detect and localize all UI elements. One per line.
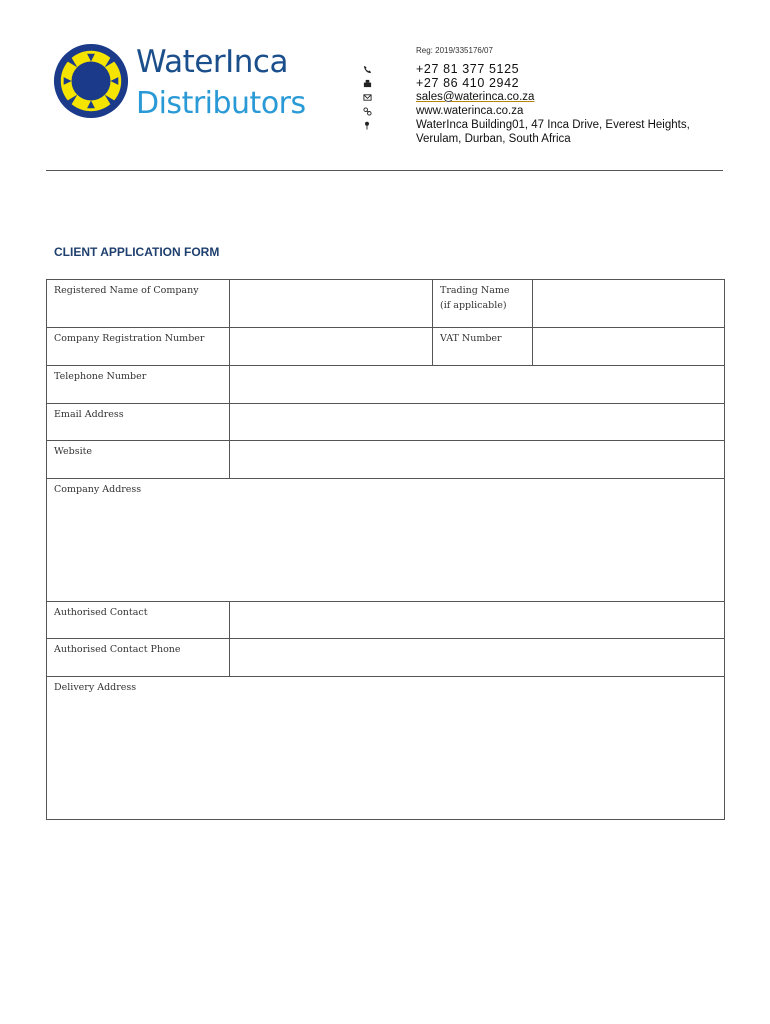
company-logo [52, 42, 322, 122]
logo-wordmark-line1: WaterInca [136, 44, 288, 80]
client-application-form [46, 279, 725, 820]
form-row-names [46, 279, 725, 328]
form-title: CLIENT APPLICATION FORM [54, 245, 220, 259]
fax-number: +27 86 410 2942 [416, 76, 520, 90]
trading-name-label-text: Trading Name [440, 285, 510, 296]
email-link[interactable]: sales@waterinca.co.za [416, 91, 535, 103]
website-link[interactable]: www.waterinca.co.za [416, 105, 524, 117]
email-field[interactable] [230, 404, 724, 440]
registered-name-field[interactable] [230, 280, 433, 327]
phone-icon [360, 62, 374, 76]
trading-name-label [433, 280, 533, 327]
location-pin-icon [360, 118, 374, 132]
authorised-contact-phone-field[interactable] [230, 639, 724, 676]
sun-logo-icon [52, 42, 130, 120]
form-row-telephone [46, 366, 725, 404]
link-icon [360, 104, 374, 118]
authorised-contact-label: Authorised Contact [47, 602, 230, 638]
company-address-field[interactable] [47, 479, 724, 601]
delivery-address-label: Delivery Address [54, 682, 137, 693]
vat-number-label: VAT Number [433, 328, 533, 365]
vat-number-field[interactable] [533, 328, 724, 365]
email-icon [360, 90, 374, 104]
form-row-company-address [46, 479, 725, 602]
header-divider [46, 170, 723, 171]
contact-details [416, 62, 690, 146]
form-row-registration [46, 328, 725, 366]
form-row-authorised-contact [46, 602, 725, 639]
form-row-email [46, 404, 725, 441]
authorised-contact-phone-label: Authorised Contact Phone [47, 639, 230, 676]
registration-number-field[interactable] [230, 328, 433, 365]
fax-icon [360, 76, 374, 90]
telephone-field[interactable] [230, 366, 724, 403]
form-row-website [46, 441, 725, 479]
registration-number-label: Company Registration Number [47, 328, 230, 365]
address-line1: WaterInca Building01, 47 Inca Drive, Everest Heights, [416, 119, 690, 131]
phone-number: +27 81 377 5125 [416, 62, 520, 76]
trading-name-field[interactable] [533, 280, 724, 327]
company-address-label: Company Address [54, 484, 142, 495]
form-row-authorised-contact-phone [46, 639, 725, 677]
delivery-address-field[interactable] [47, 677, 724, 819]
website-field[interactable] [230, 441, 724, 478]
email-label: Email Address [47, 404, 230, 440]
website-label: Website [47, 441, 230, 478]
form-row-delivery-address [46, 677, 725, 820]
authorised-contact-field[interactable] [230, 602, 724, 638]
registration-number: Reg: 2019/335176/07 [416, 46, 493, 55]
telephone-label: Telephone Number [47, 366, 230, 403]
logo-wordmark-line2: Distributors [136, 86, 306, 121]
trading-name-label-sub: (if applicable) [440, 300, 507, 311]
registered-name-label: Registered Name of Company [47, 280, 230, 327]
contact-icons [360, 62, 374, 132]
address-line2: Verulam, Durban, South Africa [416, 133, 571, 145]
